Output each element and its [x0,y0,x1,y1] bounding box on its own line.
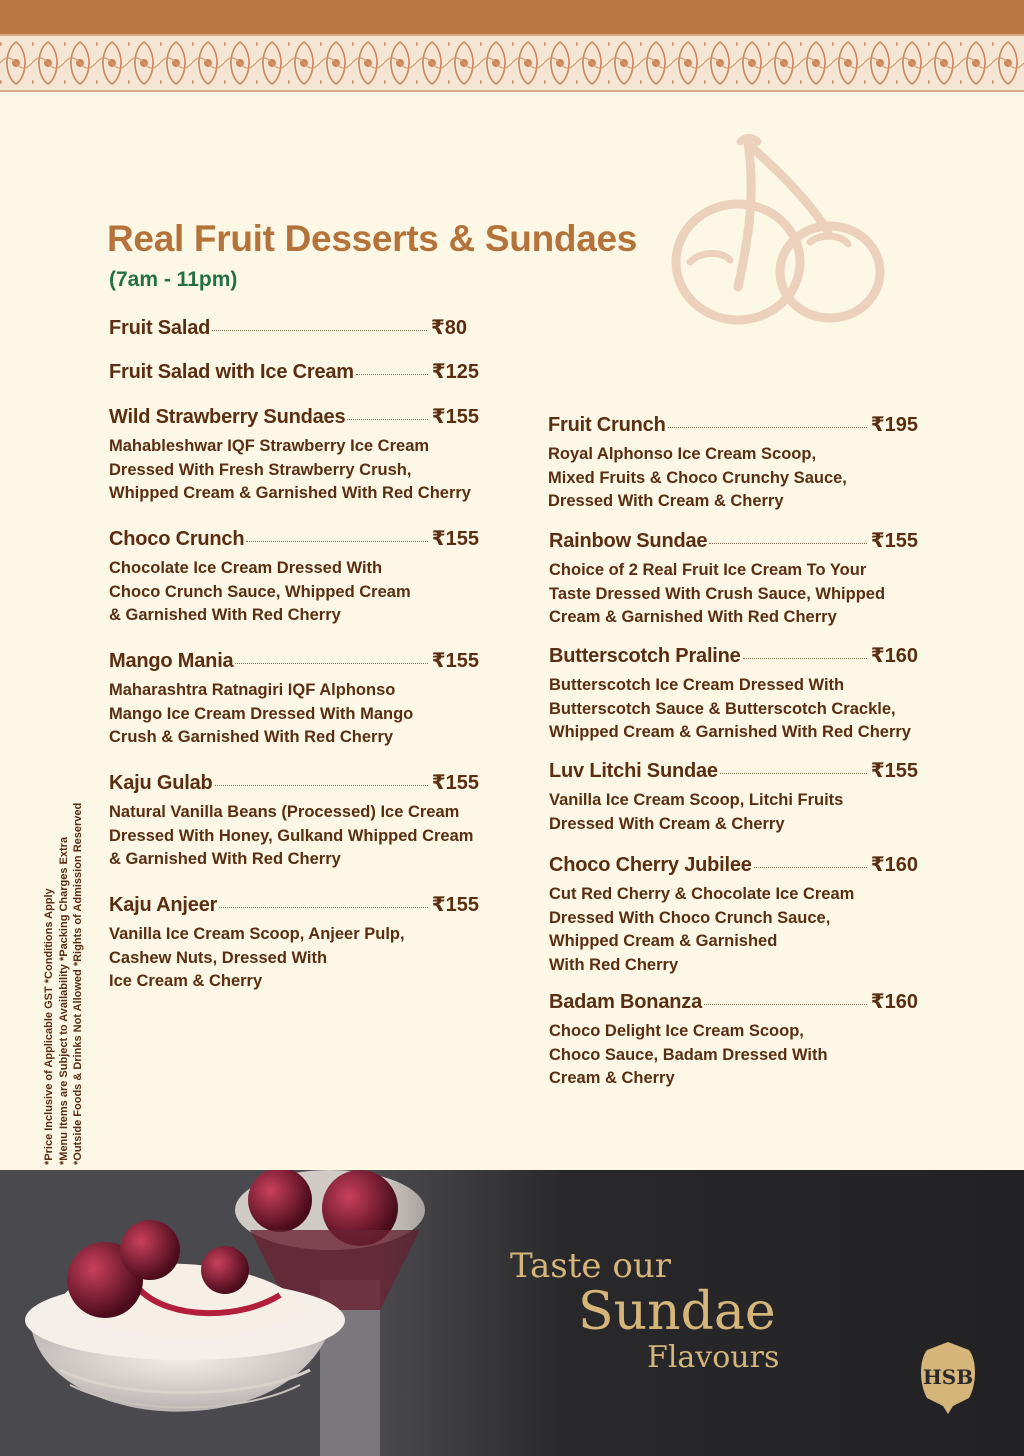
menu-item-choco-cherry-jubilee [549,852,918,977]
logo-text: HSB [922,1365,974,1389]
menu-title: Real Fruit Desserts & Sundaes [107,218,638,259]
item-description: Cut Red Cherry & Chocolate Ice Cream Dressed With Choco Crunch Sauce, Whipped Cream & Garnished With Red Cherry [549,885,855,974]
dot-leader [219,907,428,908]
tagline-line3: Flavours [647,1340,780,1375]
item-name: Badam Bonanza [549,991,702,1013]
item-description: Chocolate Ice Cream Dressed With Choco Crunch Sauce, Whipped Cream & Garnished With Red Cherry [109,559,411,624]
item-name: Choco Cherry Jubilee [549,854,752,876]
tagline-line2: Sundae [578,1282,776,1342]
dot-leader [743,658,867,659]
dot-leader [668,427,867,428]
terms-notes [42,765,90,1165]
item-price: ₹155 [431,650,479,672]
ornamental-border [0,34,1024,92]
item-name: Butterscotch Praline [549,645,741,667]
item-price: ₹155 [870,760,918,782]
terms-note: *Menu Items are Subject to Availability *Packing Charges Extra [57,836,70,1165]
item-description: Butterscotch Ice Cream Dressed With Butterscotch Sauce & Butterscotch Crackle, Whipped Cream & Garnished With Red Cherry [549,676,911,741]
item-price: ₹155 [431,894,479,916]
dot-leader [212,330,427,331]
item-description: Vanilla Ice Cream Scoop, Litchi Fruits Dressed With Cream & Cherry [549,791,844,833]
menu-item-rainbow-sundae [549,528,918,630]
item-price: ₹160 [870,645,918,667]
item-name: Fruit Salad [109,317,211,339]
item-description: Maharashtra Ratnagiri IQF Alphonso Mango Ice Cream Dressed With Mango Crush & Garnished With Red Cherry [109,681,414,746]
item-description: Royal Alphonso Ice Cream Scoop, Mixed Fruits & Choco Crunchy Sauce, Dressed With Cream & Cherry [548,445,847,510]
menu-item-kaju-anjeer [109,892,479,994]
tagline-line1: Taste our [510,1246,671,1286]
dot-leader [246,541,427,542]
menu-item-fruit-salad-ice-cream [109,359,479,384]
item-price: ₹155 [431,772,479,794]
item-name: Choco Crunch [109,528,245,550]
top-color-band [0,0,1024,34]
dot-leader [709,543,866,544]
item-name: Rainbow Sundae [549,530,708,552]
menu-item-fruit-crunch [548,412,918,514]
hsb-logo [917,1340,979,1416]
item-name: Fruit Crunch [548,414,666,436]
dot-leader [704,1004,867,1005]
item-name: Wild Strawberry Sundaes [109,406,346,428]
item-description: Vanilla Ice Cream Scoop, Anjeer Pulp, Cashew Nuts, Dressed With Ice Cream & Cherry [109,925,405,990]
dot-leader [754,867,867,868]
item-description: Natural Vanilla Beans (Processed) Ice Cream Dressed With Honey, Gulkand Whipped Cream & Garnished With Red Cherry [109,803,474,868]
item-price: ₹155 [431,528,479,550]
dot-leader [235,663,427,664]
item-name: Mango Mania [109,650,234,672]
menu-timing: (7am - 11pm) [109,268,238,291]
menu-item-fruit-salad [109,315,467,340]
item-price: ₹160 [870,991,918,1013]
terms-note: *Outside Foods & Drinks Not Allowed *Rights of Admission Reserved [72,802,84,1165]
item-description: Choco Delight Ice Cream Scoop, Choco Sauce, Badam Dressed With Cream & Cherry [549,1022,828,1087]
sundae-photo [0,1170,560,1456]
item-price: ₹155 [431,406,479,428]
menu-item-badam-bonanza [549,989,918,1091]
menu-item-choco-crunch [109,526,479,628]
item-name: Kaju Anjeer [109,894,218,916]
menu-item-luv-litchi-sundae [549,758,918,836]
item-price: ₹80 [430,317,467,339]
dot-leader [356,374,428,375]
item-price: ₹195 [870,414,918,436]
footer-banner [0,1170,1024,1456]
terms-note: *Price Inclusive of Applicable GST *Conditions Apply [43,888,55,1165]
menu-item-mango-mania [109,648,479,750]
dot-leader [347,419,427,420]
cherry-illustration [660,132,900,377]
menu-item-kaju-gulab [109,770,479,872]
item-price: ₹155 [870,530,918,552]
item-description: Choice of 2 Real Fruit Ice Cream To Your Taste Dressed With Crush Sauce, Whipped Cream & Garnished With Red Cherry [549,561,886,626]
item-price: ₹125 [431,361,479,383]
menu-item-wild-strawberry-sundaes [109,404,479,506]
dot-leader [215,785,428,786]
item-name: Fruit Salad with Ice Cream [109,361,354,383]
item-price: ₹160 [870,854,918,876]
item-name: Luv Litchi Sundae [549,760,718,782]
menu-item-butterscotch-praline [549,643,918,745]
dot-leader [720,773,867,774]
item-name: Kaju Gulab [109,772,213,794]
item-description: Mahableshwar IQF Strawberry Ice Cream Dressed With Fresh Strawberry Crush, Whipped Cream & Garnished With Red Cherry [109,437,471,502]
